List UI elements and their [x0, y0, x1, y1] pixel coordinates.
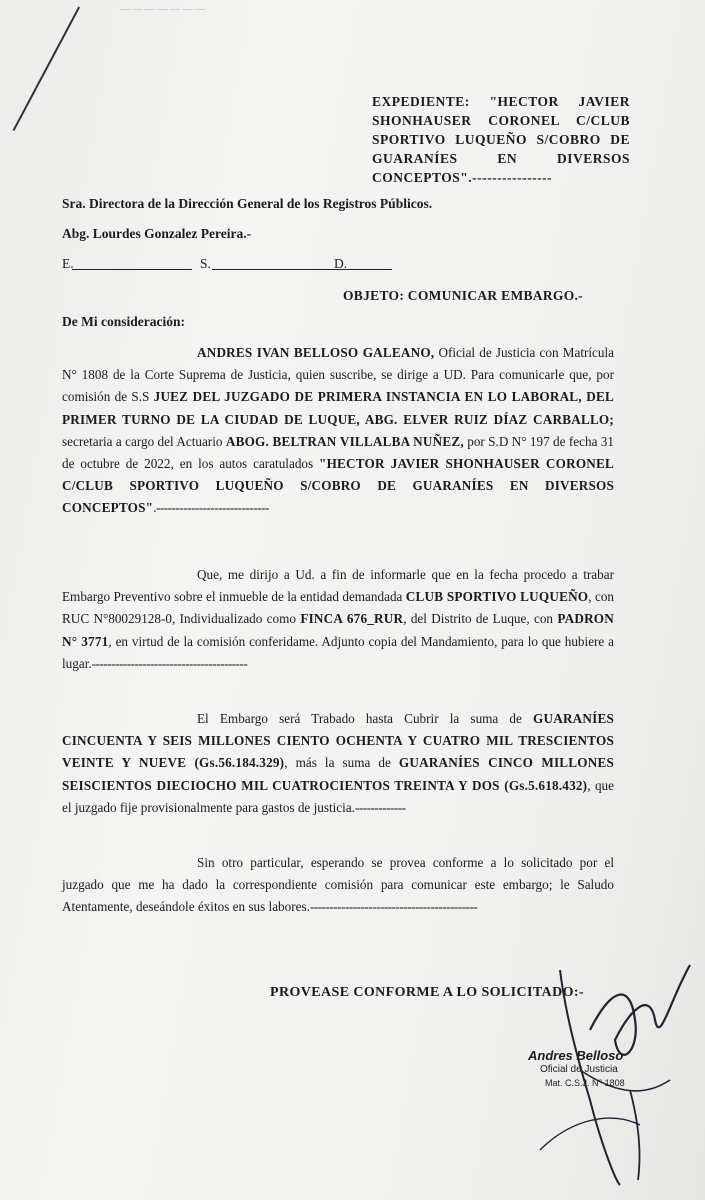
paragraph-1 — [62, 342, 614, 520]
paragraph-4 — [62, 852, 614, 919]
provease-line: PROVEASE CONFORME A LO SOLICITADO:- — [270, 985, 584, 1000]
esd-s: S. — [200, 256, 211, 271]
signature-name: Andres Belloso — [528, 1048, 624, 1063]
faint-top-text: — — — — — — — — [120, 4, 205, 14]
p4-tail: ------------------------------------------- — [309, 899, 478, 915]
p3-tail: ------------- — [354, 799, 406, 815]
p3-amount-1: GUARANÍES CINCUENTA Y SEIS MILLONES CIENTO OCHENTA Y CUATRO MIL TRESCIENTOS VEINTE Y NUEVE (Gs.56.184.329) — [62, 711, 614, 771]
paragraph-2 — [62, 564, 614, 675]
p3-text-1: El Embargo será Trabado hasta Cubrir la suma de — [197, 711, 534, 726]
p3-text-2: , más la suma de — [284, 755, 399, 771]
p1-lead: ANDRES IVAN BELLOSO GALEANO, — [197, 345, 435, 360]
p2-tail: ---------------------------------------- — [91, 655, 248, 671]
esd-underline-2 — [212, 269, 392, 270]
p3-text-3: , que el juzgado fije provisionalmente para gastos de justicia. — [62, 777, 614, 815]
p1-caratula: "HECTOR JAVIER SHONHAUSER CORONEL C/CLUB SPORTIVO LUQUEÑO S/COBRO DE GUARANÍES EN DIVERSOS CONCEPTOS" — [62, 456, 614, 516]
p1-text-3: por S.D N° 197 de fecha 31 de octubre de 2022, en los autos caratulados — [62, 433, 614, 472]
paragraph-3 — [62, 708, 614, 819]
p2-text-4: , en virtud de la comisión conferidame. Adjunto copia del Mandamiento, para lo que hubiere a lugar. — [62, 633, 614, 671]
p2-text-3: , del Distrito de Luque, con — [403, 611, 558, 627]
p1-tail: .----------------------------- — [153, 500, 269, 516]
esd-line — [62, 256, 352, 274]
salutation: De Mi consideración: — [62, 314, 185, 329]
p2-text-1: Que, me dirijo a Ud. a fin de informarle que en la fecha procedo a trabar Embargo Preventivo sobre el inmueble de la entidad demandada — [62, 567, 614, 605]
p2-padron: PADRON N° 3771 — [62, 611, 614, 649]
p4-text: Sin otro particular, esperando se provea conforme a lo solicitado por el juzgado que me ha dado la correspondiente comisión para comunicar este embargo; le Saludo Atentamente, deseándole éxitos en sus labores. — [62, 855, 614, 915]
expediente-heading: EXPEDIENTE: "HECTOR JAVIER SHONHAUSER CORONEL C/CLUB SPORTIVO LUQUEÑO S/COBRO DE GUARANÍES EN DIVERSOS CONCEPTOS".---------------- — [372, 94, 630, 185]
esd-e: E. — [62, 256, 74, 271]
p2-entity: CLUB SPORTIVO LUQUEÑO — [405, 589, 589, 605]
esd-d: D. — [334, 256, 348, 271]
signature-role: Oficial de Justicia — [540, 1064, 618, 1075]
p1-text-1: Oficial de Justicia con Matrícula N° 1808 de la Corte Suprema de Justicia, quien suscribe, se dirige a UD. Para comunicarle que, por comisión de S.S — [62, 345, 615, 405]
recipient-line-2: Abg. Lourdes Gonzalez Pereira.- — [62, 226, 252, 241]
p2-finca: FINCA 676_RUR — [300, 611, 404, 627]
p1-text-2: secretaria a cargo del Actuario — [62, 433, 226, 449]
p1-court: JUEZ DEL JUZGADO DE PRIMERA INSTANCIA EN LO LABORAL, DEL PRIMER TURNO DE LA CIUDAD DE LUQUE, ABG. ELVER RUIZ DÍAZ CARBALLO; — [62, 389, 614, 427]
objeto-line: OBJETO: COMUNICAR EMBARGO.- — [343, 288, 583, 303]
page-fold-mark — [0, 0, 80, 131]
p1-actuario: ABOG. BELTRAN VILLALBA NUÑEZ, — [225, 433, 464, 449]
esd-underline-1 — [72, 269, 192, 270]
p2-text-2: , con RUC N°80029128-0, Individualizado como — [62, 589, 615, 627]
signature-matricula: Mat. C.S.J. N° 1808 — [545, 1078, 625, 1088]
p3-amount-2: GUARANÍES CINCO MILLONES SEISCIENTOS DIECIOCHO MIL CUATROCIENTOS TREINTA Y DOS (Gs.5.618.432) — [62, 755, 615, 793]
recipient-line-1: Sra. Directora de la Dirección General de los Registros Públicos. — [62, 196, 433, 211]
